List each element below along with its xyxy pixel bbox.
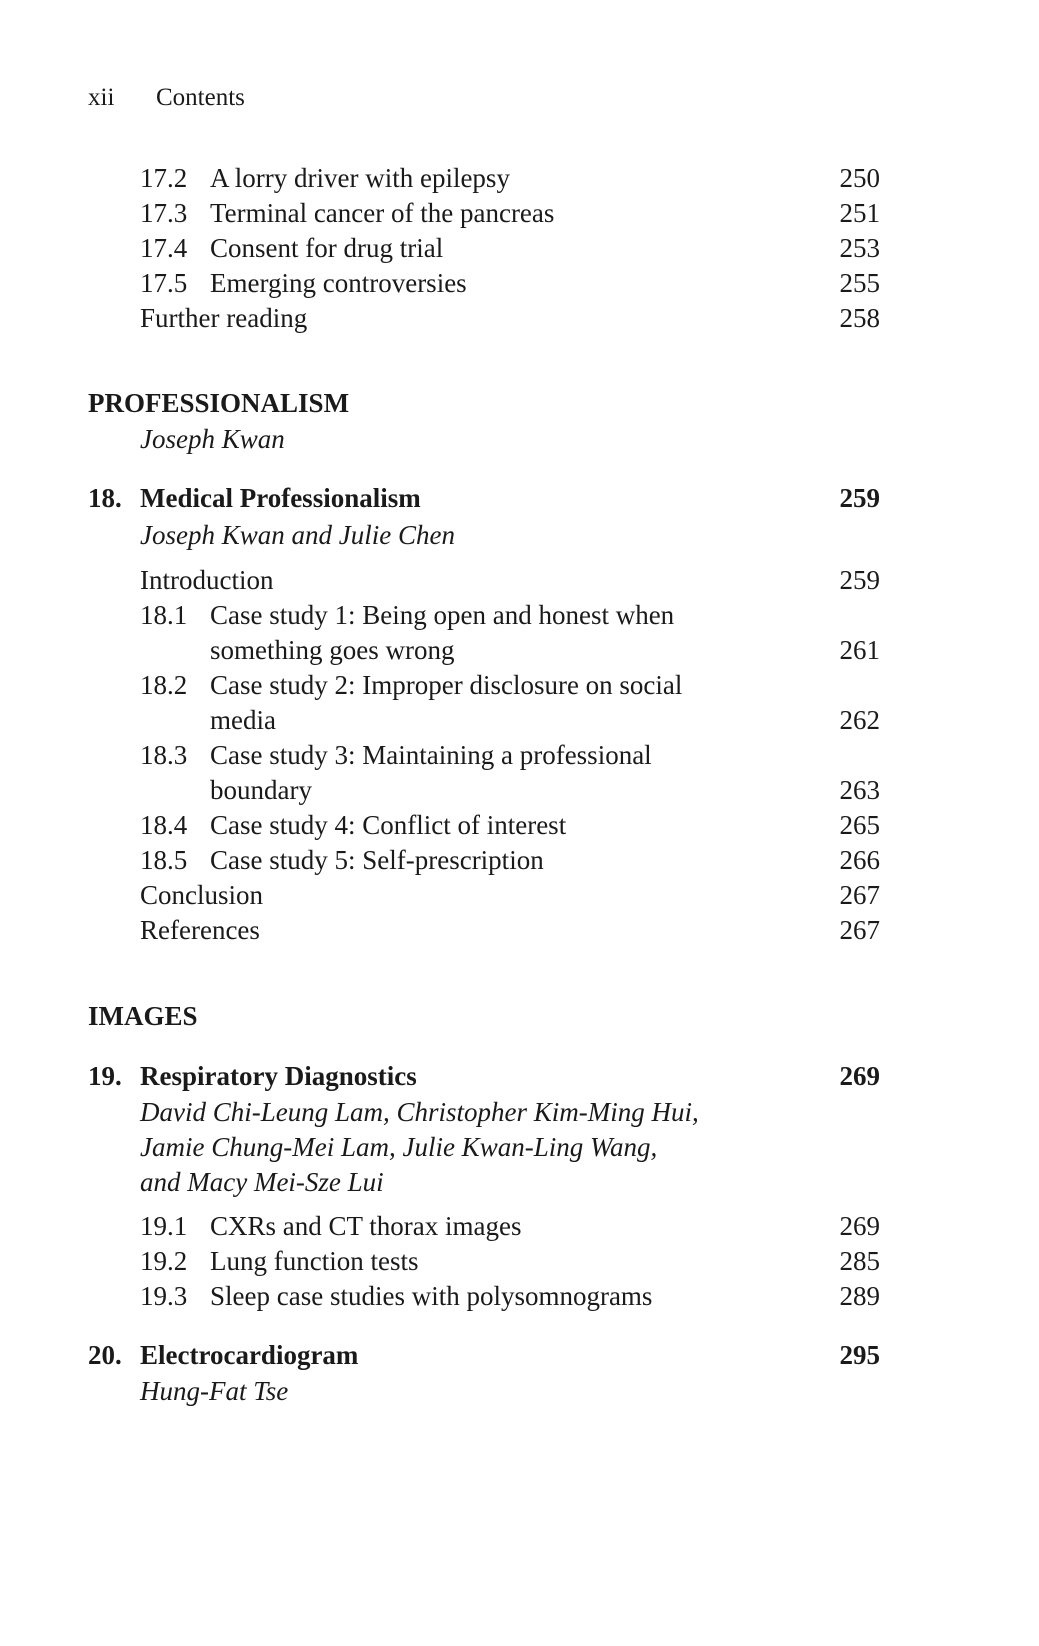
toc-entry-title: Terminal cancer of the pancreas [210,198,555,228]
toc-entry-title: A lorry driver with epilepsy [210,163,510,193]
toc-entry-page: 269 [839,1211,880,1241]
toc-entry-page: 267 [839,880,880,910]
chapter-number: 19. [88,1061,122,1091]
toc-entry-number: 18.3 [140,740,188,770]
chapter-heading-19[interactable] [0,1061,1039,1097]
toc-entry[interactable] [0,160,1039,196]
toc-entry[interactable] [0,842,1039,878]
toc-entry-number: 19.2 [140,1246,188,1276]
toc-entry[interactable] [0,912,1039,948]
chapter-number: 18. [88,483,122,513]
section-author: Joseph Kwan [140,424,285,454]
toc-entry-title-continued: boundary [210,775,312,805]
toc-entry-page: 267 [839,915,880,945]
toc-entry[interactable] [0,195,1039,231]
chapter-title: Respiratory Diagnostics [140,1061,417,1091]
toc-entry-page: 251 [839,198,880,228]
toc-entry-title-continued: something goes wrong [210,635,455,665]
toc-entry-page: 258 [839,303,880,333]
toc-entry-page: 250 [839,163,880,193]
toc-entry-title: Case study 1: Being open and honest when [210,600,675,630]
toc-entry-title: Sleep case studies with polysomnograms [210,1281,653,1311]
toc-entry-title: Conclusion [140,880,264,910]
chapter-page: 259 [839,483,880,513]
toc-entry-page: 263 [839,775,880,805]
chapter-authors: Joseph Kwan and Julie Chen [140,520,455,550]
toc-entry-page: 253 [839,233,880,263]
toc-entry-title: Consent for drug trial [210,233,444,263]
toc-entry-page: 285 [839,1246,880,1276]
toc-entry[interactable] [0,667,1039,739]
toc-entry-page: 261 [839,635,880,665]
chapter-heading-18[interactable] [0,483,1039,519]
chapter-number: 20. [88,1340,122,1370]
toc-entry-page: 265 [839,810,880,840]
toc-entry[interactable] [0,1208,1039,1244]
toc-entry-number: 18.2 [140,670,188,700]
toc-entry-page: 262 [839,705,880,735]
toc-entry[interactable] [0,597,1039,669]
toc-entry-title: Case study 3: Maintaining a professional [210,740,652,770]
toc-entry-number: 18.5 [140,845,188,875]
toc-entry[interactable] [0,1243,1039,1279]
chapter-authors: Hung-Fat Tse [140,1376,289,1406]
toc-entry-title: References [140,915,260,945]
section-heading-professionalism: PROFESSIONALISM [88,388,350,418]
chapter-authors-line: and Macy Mei-Sze Lui [140,1167,384,1197]
chapter-heading-20[interactable] [0,1340,1039,1376]
chapter-authors-line: David Chi-Leung Lam, Christopher Kim-Ming Hui, [140,1097,699,1127]
toc-entry-title: Case study 4: Conflict of interest [210,810,567,840]
toc-entry-page: 259 [839,565,880,595]
toc-entry-number: 18.1 [140,600,188,630]
toc-entry-title: Introduction [140,565,274,595]
running-header-title: Contents [156,84,245,111]
section-heading-images: IMAGES [88,1001,198,1031]
toc-entry-title: Lung function tests [210,1246,419,1276]
toc-entry-page: 255 [839,268,880,298]
toc-entry-title: Case study 2: Improper disclosure on social [210,670,683,700]
toc-entry-number: 17.2 [140,163,188,193]
chapter-title: Electrocardiogram [140,1340,359,1370]
toc-entry-title: CXRs and CT thorax images [210,1211,522,1241]
toc-entry-page: 289 [839,1281,880,1311]
toc-entry-number: 19.3 [140,1281,188,1311]
toc-entry-title-continued: media [210,705,276,735]
chapter-authors-line: Jamie Chung-Mei Lam, Julie Kwan-Ling Wang, [140,1132,658,1162]
chapter-page: 269 [839,1061,880,1091]
running-header-page-number: xii [88,84,115,111]
toc-entry-number: 17.3 [140,198,188,228]
toc-entry-title: Emerging controversies [210,268,467,298]
toc-entry[interactable] [0,230,1039,266]
chapter-title: Medical Professionalism [140,483,421,513]
toc-entry[interactable] [0,562,1039,598]
toc-entry[interactable] [0,1278,1039,1314]
toc-entry-number: 17.4 [140,233,188,263]
toc-entry-number: 17.5 [140,268,188,298]
toc-entry-number: 18.4 [140,810,188,840]
toc-entry-title: Further reading [140,303,308,333]
toc-entry[interactable] [0,807,1039,843]
toc-entry[interactable] [0,265,1039,301]
chapter-page: 295 [839,1340,880,1370]
toc-entry-page: 266 [839,845,880,875]
toc-entry[interactable] [0,737,1039,809]
toc-entry[interactable] [0,300,1039,336]
toc-entry-title: Case study 5: Self-prescription [210,845,544,875]
toc-entry-number: 19.1 [140,1211,188,1241]
toc-entry[interactable] [0,877,1039,913]
